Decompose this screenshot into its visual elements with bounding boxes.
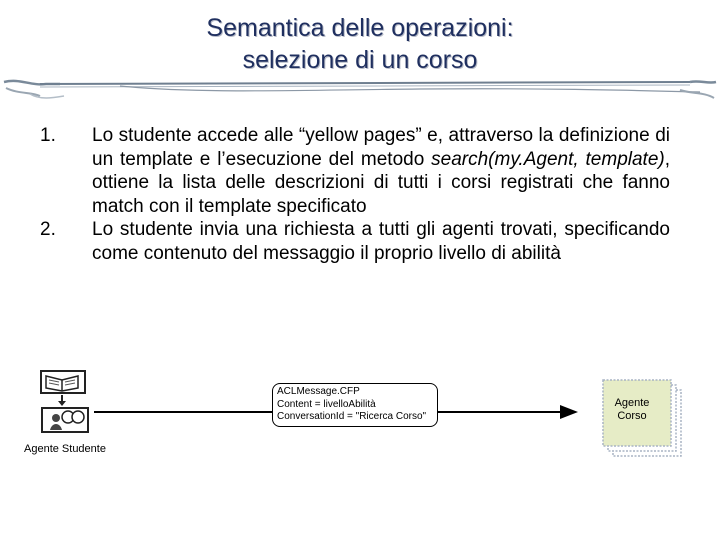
- message-line: ACLMessage.CFP: [277, 386, 360, 397]
- step-list: [40, 124, 670, 265]
- item-text-italic: search(my.Agent, template): [431, 148, 665, 170]
- slide-title: [0, 12, 720, 76]
- item-text-part: Lo studente accede alle “yellow pages” e, attraverso la definizione di un template e l’esecuzione del metodo: [92, 125, 670, 170]
- item-number: 2.: [40, 219, 56, 240]
- title-line-1: Semantica delle operazioni:: [206, 14, 514, 42]
- student-agent-icon: [38, 366, 90, 434]
- message-line: ConversationId = "Ricerca Corso": [277, 411, 427, 422]
- item-text: [92, 218, 670, 265]
- item-text-part: , ottiene la lista delle descrizioni di tutti i corsi registrati che fanno match con il template specificato: [92, 148, 670, 217]
- message-box: [272, 383, 438, 427]
- sender-label: Agente Studente: [24, 443, 106, 455]
- message-line: Content = livelloAbilità: [277, 398, 376, 410]
- title-line-2: selezione di un corso: [242, 46, 478, 74]
- item-text-part: Lo studente invia una richiesta a tutti gli agenti trovati, specificando come contenuto del messaggio il proprio livello di abilità: [92, 219, 670, 264]
- item-number: 1.: [40, 125, 56, 146]
- message-arrow-head: [560, 405, 578, 419]
- receiver-label-line: Corso: [617, 410, 647, 422]
- receiver-label: [604, 397, 660, 423]
- list-item: [40, 218, 670, 265]
- decorative-divider: [0, 72, 720, 106]
- receiver-label-line: Agente: [614, 397, 650, 409]
- item-text: [92, 124, 670, 218]
- list-item: [40, 124, 670, 218]
